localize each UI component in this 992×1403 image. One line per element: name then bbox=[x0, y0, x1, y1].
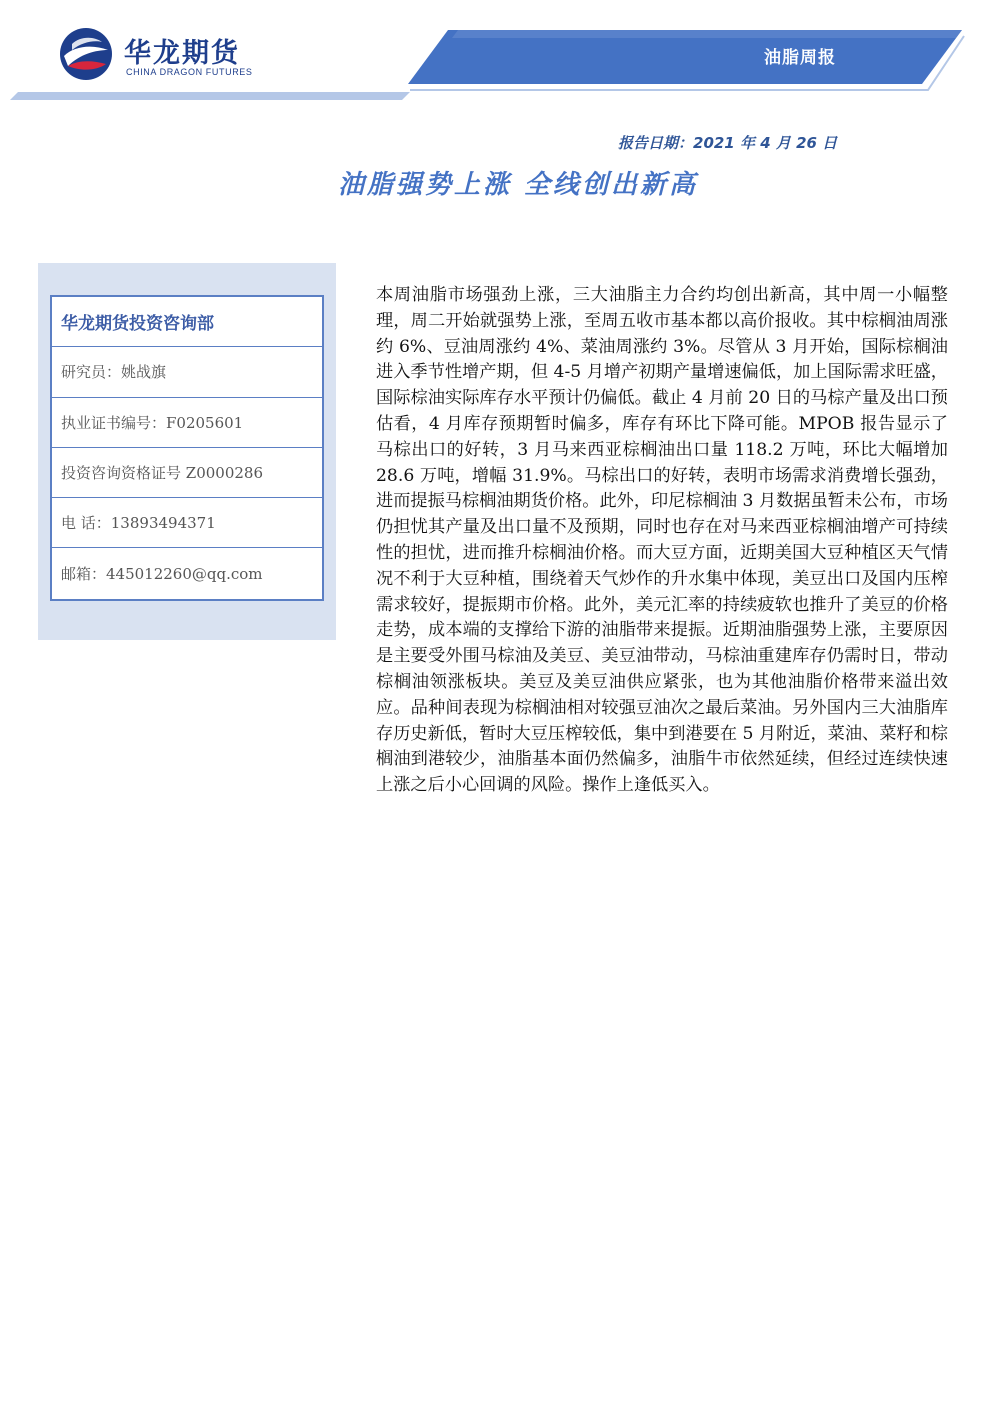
email-address: 邮箱：445012260@qq.com bbox=[61, 565, 263, 584]
analyst-sidebar bbox=[38, 263, 336, 640]
report-body-paragraph: 本周油脂市场强劲上涨，三大油脂主力合约均创出新高，其中周一小幅整理，周二开始就强势上涨，至周五收市基本都以高价报收。其中棕榈油周涨约 6%、豆油周涨约 4%、菜油周涨约 3%。尽管从 3 月开始，国际棕榈油进入季节性增产期，但 4-5 月增产初期产量增速偏低，加上国际需求旺盛，国际棕油实际库存水平预计仍偏低。截止 4 月前 20 日的马棕产量及出口预估看，4 月库存预期暂时偏多，库存有环比下降可能。MPOB 报告显示了马棕出口的好转，3 月马来西亚棕榈油出口量 118.2 万吨，环比大幅增加 28.6 万吨，增幅 31.9%。马棕出口的好转，表明市场需求消费增长强劲，进而提振马棕榈油期货价格。此外，印尼棕榈油 3 月数据虽暂未公布，市场仍担忧其产量及出口量不及预期，同时也存在对马来西亚棕榈油增产可持续性的担忧，进而推升棕榈油价格。而大豆方面，近期美国大豆种植区天气情况不利于大豆种植，围绕着天气炒作的升水集中体现，美豆出口及国内压榨需求较好，提振期市价格。此外，美元汇率的持续疲软也推升了美豆的价格走势，成本端的支撑给下游的油脂带来提振。近期油脂强势上涨，主要原因是主要受外围马棕油及美豆、美豆油带动，马棕油重建库存仍需时日，带动棕榈油领涨板块。美豆及美豆油供应紧张，也为其他油脂价格带来溢出效应。品种间表现为棕榈油相对较强豆油次之最后菜油。另外国内三大油脂库存历史新低，暂时大豆压榨较低，集中到港要在 5 月附近，菜油、菜籽和棕榈油到港较少，油脂基本面仍然偏多，油脂牛市依然延续，但经过连续快速上涨之后小心回调的风险。操作上逢低买入。 bbox=[376, 285, 948, 796]
department-name: 华龙期货投资咨询部 bbox=[52, 297, 322, 347]
report-title: 油脂强势上涨 全线创出新高 bbox=[337, 170, 699, 200]
report-date: 报告日期：2021 年 4 月 26 日 bbox=[618, 134, 838, 152]
logo-chinese-name: 华龙期货 bbox=[124, 38, 240, 69]
qualification-number: 投资咨询资格证号 Z0000286 bbox=[52, 448, 322, 498]
page-header bbox=[0, 0, 992, 110]
report-type-label: 油脂周报 bbox=[764, 48, 836, 68]
dragon-logo-icon bbox=[58, 26, 114, 82]
logo-english-name: CHINA DRAGON FUTURES bbox=[126, 67, 253, 77]
phone-number: 电 话：13893494371 bbox=[52, 498, 322, 548]
researcher-name: 研究员：姚战旗 bbox=[52, 347, 322, 397]
analyst-info-box bbox=[50, 295, 324, 601]
license-number: 执业证书编号：F0205601 bbox=[52, 398, 322, 448]
